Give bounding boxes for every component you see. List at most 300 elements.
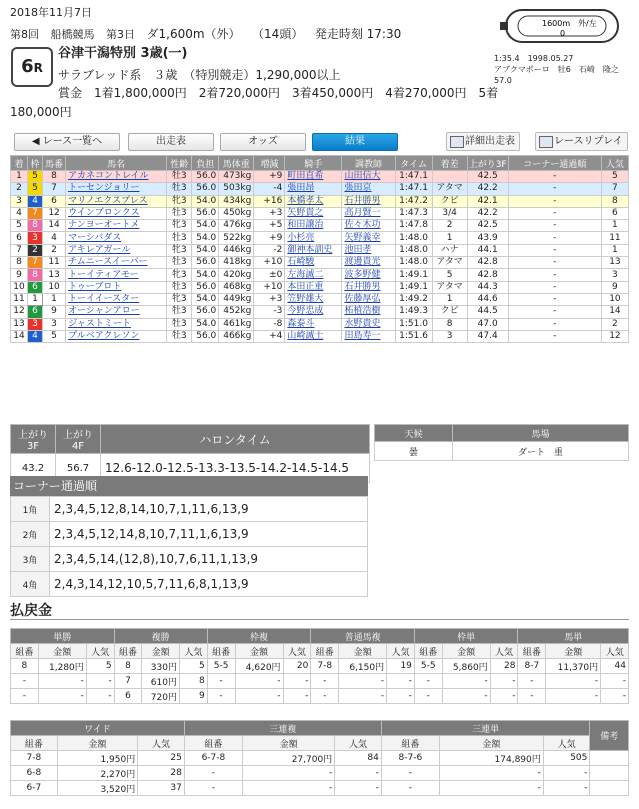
result-corner-order: - <box>508 195 601 207</box>
result-horse-no: 1 <box>43 293 66 305</box>
payout-popularity: - <box>490 674 518 689</box>
payout-subheader: 組番 <box>518 644 546 659</box>
result-row <box>11 220 629 232</box>
payout-popularity: 28 <box>138 766 185 781</box>
result-weight-carried: 56.0 <box>192 330 219 342</box>
result-weight-change: +4 <box>254 330 285 342</box>
race-class: サラブレッド系 ３歳 （特別競走）1,290,000以上 <box>58 68 341 82</box>
result-last3f: 44.6 <box>467 293 508 305</box>
payout-table-2 <box>10 720 629 796</box>
payout-amount: 27,700円 <box>242 751 334 766</box>
result-jockey[interactable]: 石崎駿 <box>285 257 342 269</box>
race-list-button[interactable]: ◀ レース一覧へ <box>14 133 120 151</box>
results-header-5: 負担 <box>192 156 219 171</box>
payout-subheader: 組番 <box>381 736 439 751</box>
payout-combo: - <box>381 766 439 781</box>
odds-button[interactable]: オッズ <box>220 133 306 151</box>
result-horse-name[interactable]: ナンヨーオートメ <box>66 220 167 232</box>
course-direction: 外/左 <box>578 19 597 28</box>
result-sex-age: 牡3 <box>167 257 192 269</box>
result-popularity: 7 <box>601 183 628 195</box>
results-header-6: 馬体重 <box>219 156 254 171</box>
result-weight-carried: 54.0 <box>192 244 219 256</box>
payout-combo: - <box>414 674 442 689</box>
result-horse-name[interactable]: アカネコントレイル <box>66 171 167 183</box>
corner-order: 2,3,4,5,12,8,14,10,7,1,11,6,13,9 <box>50 497 368 522</box>
result-jockey[interactable]: 森泰斗 <box>285 318 342 330</box>
result-sex-age: 牝3 <box>167 195 192 207</box>
result-body-weight: 450kg <box>219 207 254 219</box>
payout-combo: - <box>11 674 39 689</box>
payout-amount: 330円 <box>142 659 180 674</box>
result-time: 1:49.3 <box>395 306 432 318</box>
results-header-13: コーナー通過順 <box>508 156 601 171</box>
results-header-8: 騎手 <box>285 156 342 171</box>
result-waku: 1 <box>28 293 43 305</box>
payout-row <box>11 674 629 689</box>
payout-subheader: 組番 <box>184 736 242 751</box>
result-horse-name[interactable]: トーイイースター <box>66 293 167 305</box>
result-corner-order: - <box>508 318 601 330</box>
payout-subheader: 金額 <box>442 644 490 659</box>
payout-popularity: - <box>86 674 114 689</box>
result-trainer[interactable]: 水野貴史 <box>342 318 395 330</box>
corner-order: 2,3,4,5,14,(12,8),10,7,6,11,1,13,9 <box>50 547 368 572</box>
result-waku: 8 <box>28 269 43 281</box>
result-margin: 8 <box>432 318 467 330</box>
payout-subheader: 人気 <box>179 644 207 659</box>
result-trainer[interactable]: 佐藤厚弘 <box>342 293 395 305</box>
result-weight-carried: 54.0 <box>192 232 219 244</box>
payout-popularity: 19 <box>387 659 415 674</box>
race-round: 第8回 <box>10 28 39 41</box>
result-trainer[interactable]: 柘植浩樹 <box>342 306 395 318</box>
result-jockey[interactable]: 本橋孝太 <box>285 195 342 207</box>
payout-note <box>590 766 629 781</box>
payout-amount: 174,890円 <box>439 751 543 766</box>
payout-popularity: - <box>283 689 311 704</box>
result-horse-name[interactable]: ウインブロンクス <box>66 207 167 219</box>
result-row <box>11 330 629 342</box>
result-rank: 12 <box>11 306 28 318</box>
payout-amount: 2,270円 <box>57 766 138 781</box>
payout-header-2: 三連単 <box>381 721 590 736</box>
payout-popularity: - <box>490 689 518 704</box>
result-trainer[interactable]: 佐々木功 <box>342 220 395 232</box>
result-corner-order: - <box>508 244 601 256</box>
last4f-value: 56.7 <box>56 454 101 483</box>
result-weight-change: +16 <box>254 195 285 207</box>
result-horse-name[interactable]: マリノエクスプレス <box>66 195 167 207</box>
result-horse-no: 13 <box>43 269 66 281</box>
payout-amount: - <box>339 689 387 704</box>
payout-subheader: 人気 <box>387 644 415 659</box>
result-weight-change: +10 <box>254 281 285 293</box>
result-weight-change: +3 <box>254 293 285 305</box>
result-last3f: 42.5 <box>467 220 508 232</box>
payout-subheader: 人気 <box>490 644 518 659</box>
result-rank: 2 <box>11 183 28 195</box>
result-jockey[interactable]: 今野忠成 <box>285 306 342 318</box>
result-rank: 3 <box>11 195 28 207</box>
result-last3f: 42.5 <box>467 171 508 183</box>
payout-amount: - <box>546 689 601 704</box>
corner-table <box>10 496 368 597</box>
result-horse-no: 4 <box>43 232 66 244</box>
payout-subheader: 金額 <box>439 736 543 751</box>
payout-subheader: 組番 <box>11 644 39 659</box>
payout-combo: - <box>11 689 39 704</box>
payout-combo: 7-8 <box>311 659 339 674</box>
payout-combo: 6-8 <box>11 766 58 781</box>
payout-popularity: - <box>387 689 415 704</box>
payout-header-0: ワイド <box>11 721 185 736</box>
result-corner-order: - <box>508 207 601 219</box>
payout-row <box>11 659 629 674</box>
result-weight-carried: 56.0 <box>192 207 219 219</box>
result-horse-name[interactable]: アキレアガール <box>66 244 167 256</box>
result-horse-no: 10 <box>43 281 66 293</box>
result-last3f: 47.0 <box>467 318 508 330</box>
result-rank: 9 <box>11 269 28 281</box>
payout-popularity: 5 <box>86 659 114 674</box>
payout-popularity: - <box>543 766 590 781</box>
result-horse-name[interactable]: トーイティアモー <box>66 269 167 281</box>
result-last3f: 43.9 <box>467 232 508 244</box>
result-margin: 2 <box>432 220 467 232</box>
result-last3f: 42.8 <box>467 269 508 281</box>
result-margin: 3/4 <box>432 207 467 219</box>
weather-table <box>374 424 629 461</box>
payout-subheader: 人気 <box>601 644 629 659</box>
race-start-time: 発走時刻 17:30 <box>314 27 402 41</box>
payout-popularity: 8 <box>179 674 207 689</box>
payout-amount: - <box>442 689 490 704</box>
track-value: ダート 重 <box>453 442 629 461</box>
result-sex-age: 牡3 <box>167 281 192 293</box>
payout-popularity: 9 <box>179 689 207 704</box>
result-jockey[interactable]: 本田正重 <box>285 281 342 293</box>
payout-amount: - <box>242 766 334 781</box>
result-horse-name[interactable]: トゥーブロト <box>66 281 167 293</box>
result-horse-name[interactable]: ジャストミート <box>66 318 167 330</box>
result-row <box>11 207 629 219</box>
last3f-value: 43.2 <box>11 454 56 483</box>
result-corner-order: - <box>508 183 601 195</box>
result-time: 1:49.1 <box>395 281 432 293</box>
payout-subheader: 組番 <box>114 644 142 659</box>
result-horse-name[interactable]: ブルベアクレソン <box>66 330 167 342</box>
result-trainer[interactable]: 張田京 <box>342 183 395 195</box>
course-distance: 1600m <box>542 19 571 28</box>
result-time: 1:48.0 <box>395 244 432 256</box>
result-trainer[interactable]: 石井勝男 <box>342 195 395 207</box>
payout-popularity: 5 <box>179 659 207 674</box>
corner-title: コーナー通過順 <box>10 476 368 496</box>
result-row <box>11 232 629 244</box>
result-body-weight: 452kg <box>219 306 254 318</box>
result-last3f: 42.2 <box>467 183 508 195</box>
results-header-4: 性齢 <box>167 156 192 171</box>
result-margin: 5 <box>432 269 467 281</box>
payout-popularity: 505 <box>543 751 590 766</box>
result-row <box>11 195 629 207</box>
result-corner-order: - <box>508 269 601 281</box>
result-weight-carried: 56.0 <box>192 171 219 183</box>
result-jockey[interactable]: 山崎誠士 <box>285 330 342 342</box>
payout-combo: - <box>381 781 439 796</box>
payout-popularity: 84 <box>335 751 382 766</box>
payout-amount: - <box>38 689 86 704</box>
payout-amount: 5,860円 <box>442 659 490 674</box>
result-jockey[interactable]: 小杉亮 <box>285 232 342 244</box>
result-trainer[interactable]: 石井勝男 <box>342 281 395 293</box>
result-last3f: 42.2 <box>467 207 508 219</box>
payout-amount: - <box>242 781 334 796</box>
result-last3f: 42.1 <box>467 195 508 207</box>
payout-combo: - <box>311 689 339 704</box>
race-name: 谷津干潟特別 3歳(一) <box>58 46 188 61</box>
halon-time-value: 12.6-12.0-12.5-13.3-13.5-14.2-14.5-14.5 <box>101 454 370 483</box>
result-weight-change: +9 <box>254 171 285 183</box>
result-waku: 6 <box>28 281 43 293</box>
result-body-weight: 420kg <box>219 269 254 281</box>
course-map-icon <box>498 6 626 46</box>
result-row <box>11 318 629 330</box>
race-prize-cont: 180,000円 <box>10 105 72 119</box>
payout-subheader: 組番 <box>207 644 235 659</box>
payout-popularity: - <box>283 674 311 689</box>
payout-amount: - <box>439 766 543 781</box>
result-rank: 6 <box>11 232 28 244</box>
results-header-3: 馬名 <box>66 156 167 171</box>
payout-amount: - <box>439 781 543 796</box>
result-jockey[interactable]: 左海誠二 <box>285 269 342 281</box>
race-day: 第3日 <box>106 28 135 41</box>
result-time: 1:51.6 <box>395 330 432 342</box>
result-horse-name[interactable]: トーセンジョリー <box>66 183 167 195</box>
payout-popularity: 28 <box>490 659 518 674</box>
track-header: 馬場 <box>453 425 629 442</box>
result-popularity: 13 <box>601 257 628 269</box>
result-row <box>11 281 629 293</box>
result-sex-age: 牡3 <box>167 306 192 318</box>
corner-order: 2,3,4,5,12,14,8,10,7,11,1,6,13,9 <box>50 522 368 547</box>
result-weight-change: -3 <box>254 306 285 318</box>
payout-amount: 720円 <box>142 689 180 704</box>
payout-subheader: 組番 <box>311 644 339 659</box>
detailed-entries-button[interactable]: 詳細出走表 <box>446 132 520 151</box>
halon-time-header: ハロンタイム <box>101 425 370 454</box>
payout-amount: - <box>339 674 387 689</box>
payout-combo: - <box>518 674 546 689</box>
result-time: 1:47.3 <box>395 207 432 219</box>
last4f-header: 上がり4F <box>56 425 101 454</box>
payout-amount: - <box>546 674 601 689</box>
payout-header-5: 馬単 <box>518 629 629 644</box>
result-row <box>11 306 629 318</box>
result-popularity: 8 <box>601 195 628 207</box>
result-last3f: 47.4 <box>467 330 508 342</box>
corner-label: 4角 <box>11 572 50 597</box>
payout-subheader: 金額 <box>57 736 138 751</box>
result-waku: 2 <box>28 244 43 256</box>
result-rank: 5 <box>11 220 28 232</box>
payout-header-1: 三連複 <box>184 721 381 736</box>
result-rank: 10 <box>11 281 28 293</box>
result-popularity: 12 <box>601 330 628 342</box>
result-sex-age: 牝3 <box>167 293 192 305</box>
results-header-12: 上がり3F <box>467 156 508 171</box>
result-margin: 1 <box>432 232 467 244</box>
result-waku: 6 <box>28 306 43 318</box>
result-sex-age: 牡3 <box>167 330 192 342</box>
result-popularity: 6 <box>601 207 628 219</box>
result-trainer[interactable]: 矢野義幸 <box>342 232 395 244</box>
result-horse-name[interactable]: マーシバダス <box>66 232 167 244</box>
results-header-10: タイム <box>395 156 432 171</box>
result-row <box>11 171 629 183</box>
results-header-2: 馬番 <box>43 156 66 171</box>
payout-row <box>11 751 629 766</box>
result-body-weight: 466kg <box>219 330 254 342</box>
result-horse-name[interactable]: チムニースイーパー <box>66 257 167 269</box>
result-corner-order: - <box>508 220 601 232</box>
result-jockey[interactable]: 町田直希 <box>285 171 342 183</box>
result-waku: 7 <box>28 207 43 219</box>
result-waku: 3 <box>28 318 43 330</box>
result-last3f: 42.8 <box>467 257 508 269</box>
payout-popularity: - <box>335 766 382 781</box>
result-popularity: 2 <box>601 318 628 330</box>
result-rank: 1 <box>11 171 28 183</box>
payout-header-3: 普通馬複 <box>311 629 415 644</box>
result-rank: 13 <box>11 318 28 330</box>
result-trainer[interactable]: 渡邊貴光 <box>342 257 395 269</box>
result-horse-no: 5 <box>43 330 66 342</box>
payout-popularity: - <box>335 781 382 796</box>
result-weight-carried: 56.0 <box>192 257 219 269</box>
result-sex-age: 牝3 <box>167 220 192 232</box>
payout-combo: - <box>414 689 442 704</box>
result-weight-carried: 54.0 <box>192 318 219 330</box>
payout-subheader: 人気 <box>138 736 185 751</box>
result-corner-order: - <box>508 281 601 293</box>
result-jockey[interactable]: 和田譲治 <box>285 220 342 232</box>
results-button[interactable]: 結果 <box>312 133 398 151</box>
payout-amount: 6,150円 <box>339 659 387 674</box>
result-trainer[interactable]: 池田孝 <box>342 244 395 256</box>
result-horse-name[interactable]: オーシャンアロー <box>66 306 167 318</box>
result-corner-order: - <box>508 330 601 342</box>
results-header-7: 増減 <box>254 156 285 171</box>
results-header-14: 人気 <box>601 156 628 171</box>
result-trainer[interactable]: 山田信大 <box>342 171 395 183</box>
payout-subheader: 人気 <box>86 644 114 659</box>
result-body-weight: 434kg <box>219 195 254 207</box>
result-rank: 14 <box>11 330 28 342</box>
payout-combo: 5-5 <box>414 659 442 674</box>
payout-header-0: 単勝 <box>11 629 115 644</box>
payout-popularity: - <box>86 689 114 704</box>
payout-subheader: 組番 <box>11 736 58 751</box>
result-horse-no: 8 <box>43 171 66 183</box>
result-margin: 1 <box>432 293 467 305</box>
results-header-0: 着 <box>11 156 28 171</box>
payout-amount: 3,520円 <box>57 781 138 796</box>
payout-amount: - <box>235 689 283 704</box>
result-horse-no: 12 <box>43 207 66 219</box>
payout-amount: - <box>442 674 490 689</box>
result-popularity: 10 <box>601 293 628 305</box>
payout-subheader: 組番 <box>414 644 442 659</box>
result-jockey[interactable]: 御神本訓史 <box>285 244 342 256</box>
payout-subheader: 金額 <box>546 644 601 659</box>
payout-combo: - <box>518 689 546 704</box>
race-replay-button[interactable]: レースリプレイ <box>535 132 628 151</box>
race-distance: ダ1,600m（外） <box>146 27 241 41</box>
result-row <box>11 257 629 269</box>
result-margin <box>432 171 467 183</box>
result-jockey[interactable]: 矢野貴之 <box>285 207 342 219</box>
result-body-weight: 522kg <box>219 232 254 244</box>
payout-combo: 8-7 <box>518 659 546 674</box>
result-rank: 7 <box>11 244 28 256</box>
payout-table-1 <box>10 628 629 704</box>
result-time: 1:49.1 <box>395 269 432 281</box>
result-trainer[interactable]: 高月賢一 <box>342 207 395 219</box>
result-trainer[interactable]: 田島寿一 <box>342 330 395 342</box>
last3f-header: 上がり3F <box>11 425 56 454</box>
result-body-weight: 503kg <box>219 183 254 195</box>
corner-label: 3角 <box>11 547 50 572</box>
result-weight-carried: 54.0 <box>192 195 219 207</box>
payout-combo: 8-7-6 <box>381 751 439 766</box>
result-last3f: 44.5 <box>467 306 508 318</box>
result-row <box>11 183 629 195</box>
result-body-weight: 468kg <box>219 281 254 293</box>
payout-popularity: 37 <box>138 781 185 796</box>
course-start-mark: 0 <box>560 29 566 38</box>
result-time: 1:47.2 <box>395 195 432 207</box>
results-table <box>10 155 629 343</box>
result-sex-age: 牡3 <box>167 232 192 244</box>
result-trainer[interactable]: 波多野健 <box>342 269 395 281</box>
result-jockey[interactable]: 笠野雄大 <box>285 293 342 305</box>
result-sex-age: 牡3 <box>167 207 192 219</box>
result-body-weight: 418kg <box>219 257 254 269</box>
result-weight-change: ±0 <box>254 269 285 281</box>
result-margin: アタマ <box>432 281 467 293</box>
payout-popularity: 25 <box>138 751 185 766</box>
payout-popularity: - <box>543 781 590 796</box>
payout-subheader: 人気 <box>543 736 590 751</box>
result-last3f: 44.1 <box>467 244 508 256</box>
payout-amount: 11,370円 <box>546 659 601 674</box>
result-time: 1:48.0 <box>395 232 432 244</box>
entries-button[interactable]: 出走表 <box>128 133 214 151</box>
result-body-weight: 449kg <box>219 293 254 305</box>
result-horse-no: 7 <box>43 183 66 195</box>
result-waku: 4 <box>28 330 43 342</box>
result-rank: 4 <box>11 207 28 219</box>
weather-value: 曇 <box>375 442 453 461</box>
result-jockey[interactable]: 張田昂 <box>285 183 342 195</box>
payout-combo: - <box>184 781 242 796</box>
result-sex-age: 牝3 <box>167 244 192 256</box>
result-time: 1:47.1 <box>395 171 432 183</box>
result-horse-no: 6 <box>43 195 66 207</box>
